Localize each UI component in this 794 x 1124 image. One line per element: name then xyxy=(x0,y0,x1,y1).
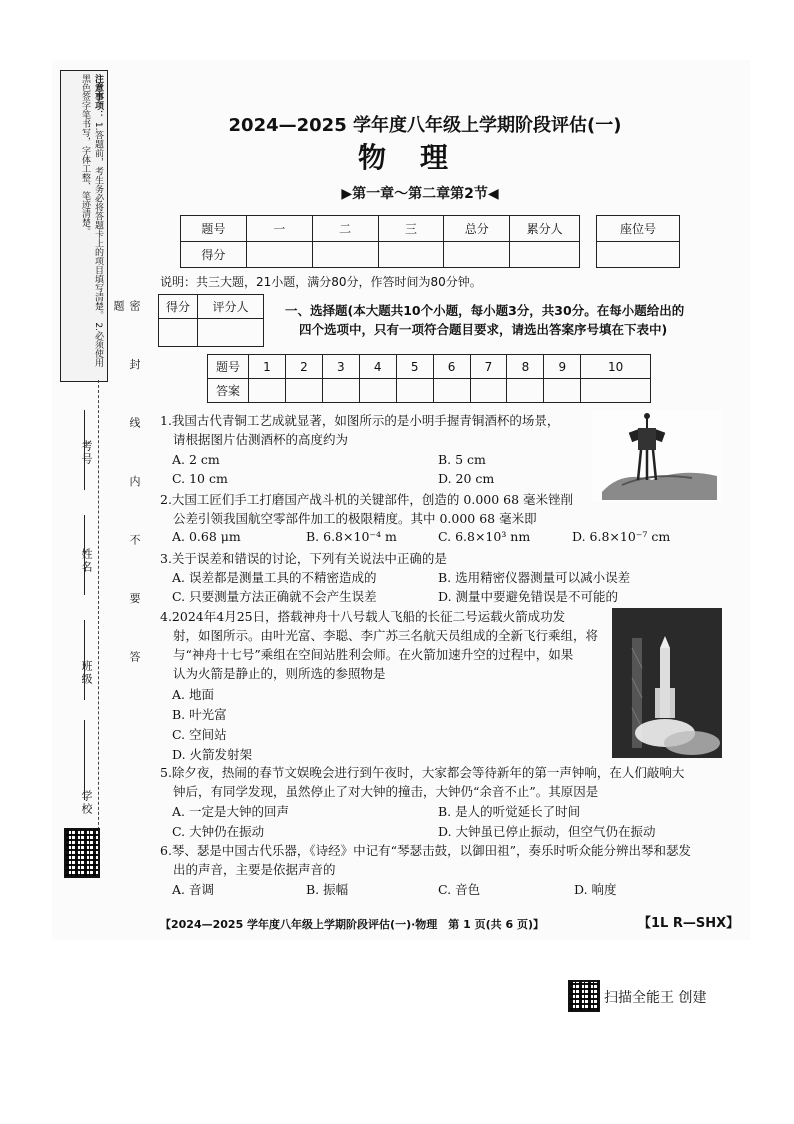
notice-line-2: 2.必须使用黑色签字笔书写，字体工整、笔迹清楚。 xyxy=(80,74,103,367)
name-label: 姓名 xyxy=(80,548,93,574)
q3-option-c[interactable]: C. 只要测量方法正确就不会产生误差 xyxy=(172,589,377,604)
q4-option-b[interactable]: B. 叶光富 xyxy=(172,707,227,722)
answer-cell[interactable] xyxy=(433,379,470,403)
answer-cell[interactable] xyxy=(470,379,507,403)
answer-cell[interactable] xyxy=(507,379,544,403)
answer-number: 10 xyxy=(581,355,651,379)
q2-option-c[interactable]: C. 6.8×10³ nm xyxy=(438,529,531,544)
q4-option-d[interactable]: D. 火箭发射架 xyxy=(172,747,253,762)
answer-q-label: 题号 xyxy=(208,355,249,379)
seat-table xyxy=(596,215,680,268)
question-5-line-1: 5.除夕夜，热闹的春节文娱晚会进行到午夜时，大家都会等待新年的第一声钟响，在人们敲响大 xyxy=(160,765,685,780)
score-header-cell: 三 xyxy=(378,216,444,242)
question-4-line-4: 认为火箭是静止的，则所选的参照物是 xyxy=(173,666,386,681)
score-table xyxy=(180,215,580,268)
answer-number: 9 xyxy=(544,355,581,379)
q6-option-a[interactable]: A. 音调 xyxy=(172,882,214,897)
class-line[interactable] xyxy=(84,620,85,700)
paper-code: 【1L R—SHX】 xyxy=(638,916,740,931)
score-cell[interactable] xyxy=(378,242,444,268)
q3-option-b[interactable]: B. 选用精密仪器测量可以减小误差 xyxy=(438,570,631,585)
bronze-cup-hand-figure xyxy=(592,410,722,502)
answer-number: 7 xyxy=(470,355,507,379)
question-4 xyxy=(160,607,610,683)
notice-text xyxy=(62,74,104,374)
subject-title: 物理 xyxy=(357,141,482,174)
q3-option-d[interactable]: D. 测量中要避免错误是不可能的 xyxy=(438,589,619,604)
answer-number: 3 xyxy=(322,355,359,379)
school-line[interactable] xyxy=(84,720,85,800)
question-2-line-2: 公差引领我国航空零部件加工的极限精度。其中 0.000 68 毫米即 xyxy=(173,511,537,526)
q4-option-a[interactable]: A. 地面 xyxy=(172,687,214,702)
scope-label: ▶第一章～第二章第2节◀ xyxy=(341,186,499,202)
seat-cell[interactable] xyxy=(597,242,680,268)
score-cell[interactable] xyxy=(246,242,312,268)
notice-title: 注意事项： xyxy=(93,74,103,119)
question-3-line-1: 3.关于误差和错误的讨论，下列有关说法中正确的是 xyxy=(160,551,447,566)
answer-number: 4 xyxy=(359,355,396,379)
question-5 xyxy=(160,763,684,801)
section-1-heading-line-1: 一、选择题(本大题共10个小题，每小题3分，共30分。在每小题给出的 xyxy=(285,303,685,318)
name-line[interactable] xyxy=(84,515,85,595)
seal-dashed-line xyxy=(98,380,99,850)
section-1-heading xyxy=(285,301,715,339)
question-4-line-2: 射，如图所示。由叶光富、李聪、李广苏三名航天员组成的全新飞行乘组，将 xyxy=(173,628,599,643)
q2-option-d[interactable]: D. 6.8×10⁻⁷ cm xyxy=(572,529,671,544)
seal-line-text: 密 封 线 内 不 要 答 题 xyxy=(112,300,141,684)
exam-title: 2024—2025 学年度八年级上学期阶段评估(一) xyxy=(228,115,622,136)
q6-option-c[interactable]: C. 音色 xyxy=(438,882,481,897)
question-1 xyxy=(160,411,559,449)
answer-number: 5 xyxy=(396,355,433,379)
answer-table xyxy=(207,354,651,403)
question-1-line-2: 请根据图片估测酒杯的高度约为 xyxy=(173,432,349,447)
seat-label: 座位号 xyxy=(597,216,680,242)
question-5-line-2: 钟后，有同学发现，虽然停止了对大钟的撞击，大钟仍“余音不止”。其原因是 xyxy=(173,784,599,799)
answer-cell[interactable] xyxy=(359,379,396,403)
score-header-cell: 二 xyxy=(312,216,378,242)
question-4-line-1: 4.2024年4月25日，搭载神舟十八号载人飞船的长征二号运载火箭成功发 xyxy=(160,609,566,624)
score-header-cell: 总分 xyxy=(444,216,510,242)
q2-option-b[interactable]: B. 6.8×10⁻⁴ m xyxy=(306,529,397,544)
score-row-label: 得分 xyxy=(181,242,247,268)
answer-cell[interactable] xyxy=(249,379,286,403)
question-1-line-1: 1.我国古代青铜工艺成就显著，如图所示的是小明手握青铜酒杯的场景， xyxy=(160,413,560,428)
question-6 xyxy=(160,841,691,879)
q5-option-d[interactable]: D. 大钟虽已停止振动，但空气仍在振动 xyxy=(438,824,656,839)
answer-cell[interactable] xyxy=(544,379,581,403)
score-cell[interactable] xyxy=(312,242,378,268)
rocket-launch-figure xyxy=(612,608,722,758)
grader-name-cell[interactable] xyxy=(198,319,264,347)
question-4-line-3: 与“神舟十七号”乘组在空间站胜利会师。在火箭加速升空的过程中，如果 xyxy=(173,647,574,662)
score-header-cell: 题号 xyxy=(181,216,247,242)
answer-a-label: 答案 xyxy=(208,379,249,403)
q6-option-d[interactable]: D. 响度 xyxy=(574,882,617,897)
class-label: 班级 xyxy=(80,660,93,686)
brand-qr-icon xyxy=(568,980,600,1012)
grader-score-cell[interactable] xyxy=(159,319,198,347)
q1-option-c[interactable]: C. 10 cm xyxy=(172,471,228,486)
answer-cell[interactable] xyxy=(581,379,651,403)
score-header-cell: 一 xyxy=(246,216,312,242)
page-footer: 【2024—2025 学年度八年级上学期阶段评估(一)·物理 第 1 页(共 6 页)】 xyxy=(160,918,544,931)
question-2 xyxy=(160,490,573,528)
notice-line-1: 1.答题前，考生务必将答题卡上的项目填写清楚。 xyxy=(93,121,103,320)
score-cell[interactable] xyxy=(510,242,580,268)
question-2-line-1: 2.大国工匠们手工打磨国产战斗机的关键部件，创造的 0.000 68 毫米锉削 xyxy=(160,492,574,507)
q5-option-b[interactable]: B. 是人的听觉延长了时间 xyxy=(438,804,581,819)
exam-no-line[interactable] xyxy=(84,410,85,490)
scanner-brand: 扫描全能王 创建 xyxy=(604,990,707,1006)
question-6-line-2: 出的声音，主要是依据声音的 xyxy=(173,862,336,877)
question-6-line-1: 6.琴、瑟是中国古代乐器，《诗经》中记有“琴瑟击鼓，以御田祖”，奏乐时听众能分辨出琴和瑟发 xyxy=(160,843,691,858)
q6-option-b[interactable]: B. 振幅 xyxy=(306,882,349,897)
q2-option-a[interactable]: A. 0.68 μm xyxy=(172,529,241,544)
exam-no-label: 考号 xyxy=(80,440,93,466)
section-1-heading-line-2: 四个选项中，只有一项符合题目要求，请选出答案序号填在下表中) xyxy=(299,322,668,337)
grader-table xyxy=(158,294,264,347)
answer-number: 6 xyxy=(433,355,470,379)
answer-number: 2 xyxy=(285,355,322,379)
q5-option-c[interactable]: C. 大钟仍在振动 xyxy=(172,824,265,839)
rocket xyxy=(660,648,670,718)
answer-number: 8 xyxy=(507,355,544,379)
score-cell[interactable] xyxy=(444,242,510,268)
grader-score-label: 得分 xyxy=(159,295,198,319)
q1-option-d[interactable]: D. 20 cm xyxy=(438,471,495,486)
side-qr-code xyxy=(64,828,100,878)
answer-cell[interactable] xyxy=(285,379,322,403)
cup-body xyxy=(638,428,656,450)
q5-option-a[interactable]: A. 一定是大钟的回声 xyxy=(172,804,289,819)
score-header-cell: 累分人 xyxy=(510,216,580,242)
exam-note: 说明：共三大题，21小题，满分80分，作答时间为80分钟。 xyxy=(160,275,482,289)
answer-cell[interactable] xyxy=(396,379,433,403)
q1-option-b[interactable]: B. 5 cm xyxy=(438,452,486,467)
q3-option-a[interactable]: A. 误差都是测量工具的不精密造成的 xyxy=(172,570,377,585)
question-3 xyxy=(160,549,447,568)
answer-number: 1 xyxy=(249,355,286,379)
q4-option-c[interactable]: C. 空间站 xyxy=(172,727,227,742)
grader-name-label: 评分人 xyxy=(198,295,264,319)
q1-option-a[interactable]: A. 2 cm xyxy=(172,452,220,467)
answer-cell[interactable] xyxy=(322,379,359,403)
school-label: 学校 xyxy=(80,790,93,816)
